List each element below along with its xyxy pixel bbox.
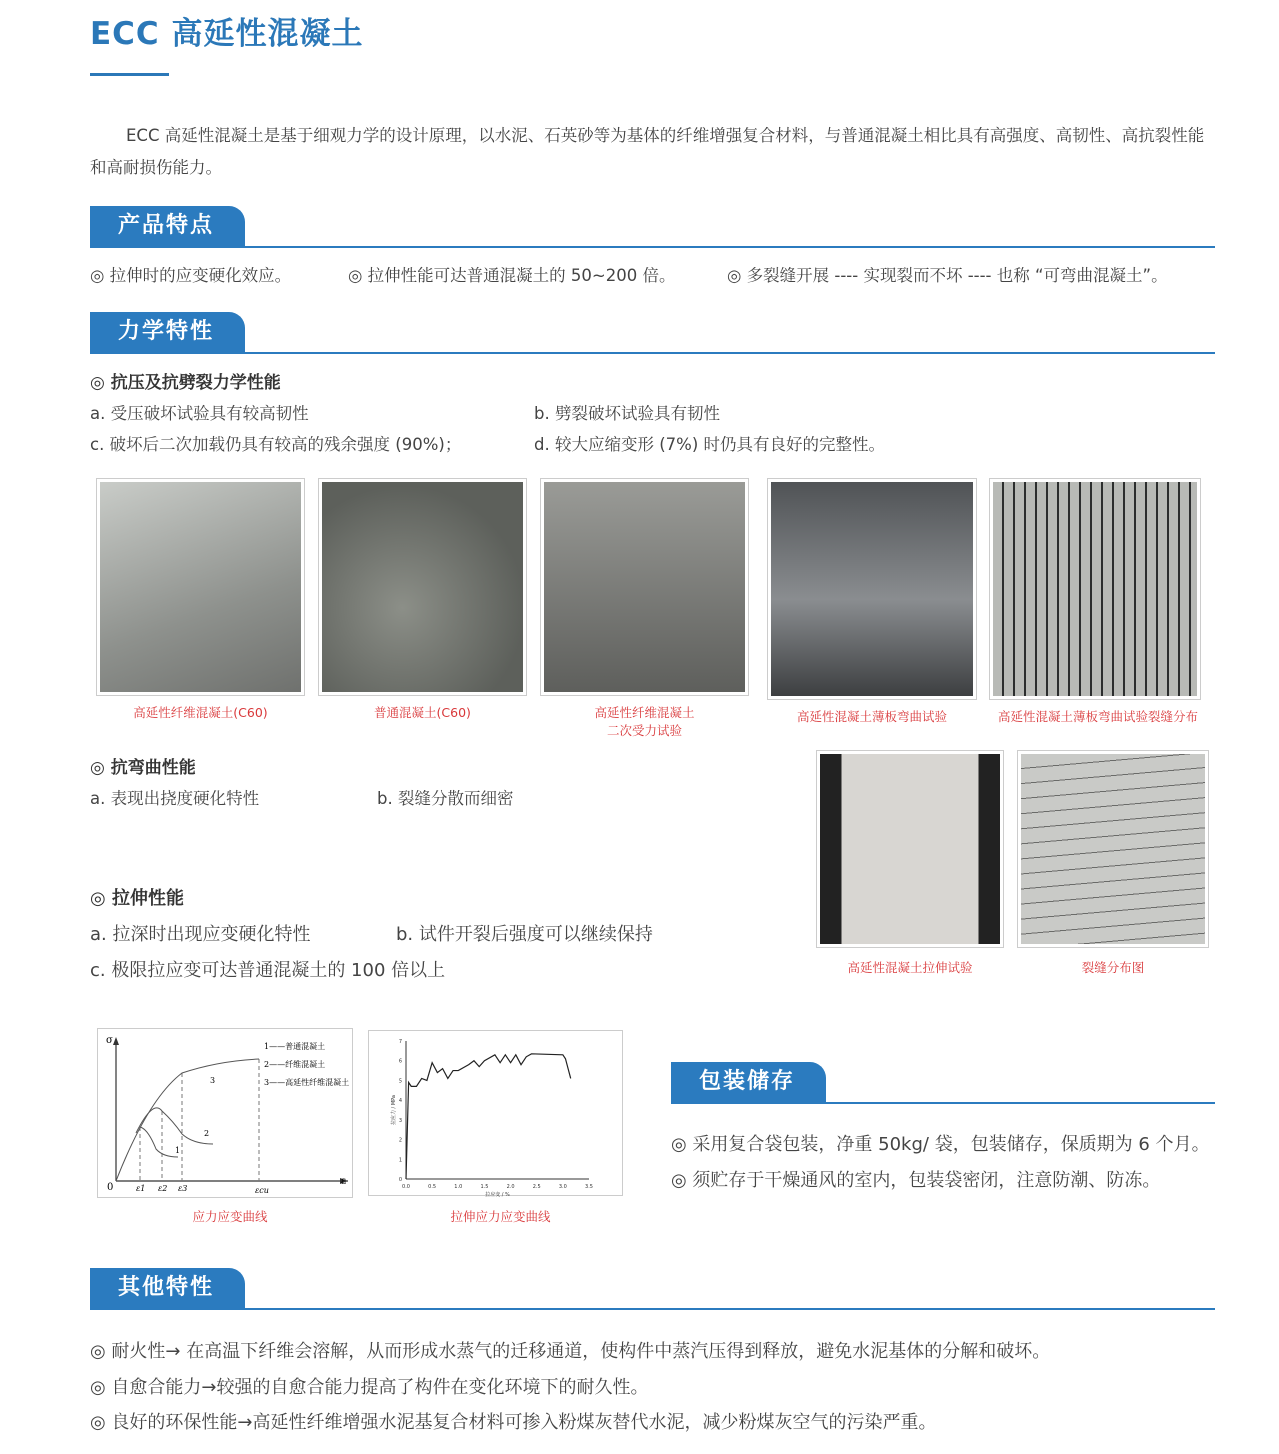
- x-tick: ε1: [136, 1184, 146, 1193]
- packaging-item: ◎ 须贮存于干燥通风的室内，包装袋密闭，注意防潮、防冻。: [671, 1170, 1161, 1191]
- x-tick: 1.5: [480, 1184, 489, 1190]
- x-tick: 3.5: [585, 1184, 593, 1190]
- section-header-mechanics: [90, 312, 1215, 354]
- section-title: 其他特性: [90, 1268, 245, 1308]
- x-tick: 3.0: [558, 1184, 567, 1190]
- y-tick: 7: [398, 1039, 402, 1045]
- x-tick: ε3: [178, 1184, 188, 1193]
- photo-ecc-reloaded: [540, 478, 749, 696]
- y-label: σ: [106, 1035, 113, 1046]
- y-tick: 2: [398, 1137, 402, 1144]
- curve-3: [116, 1059, 259, 1181]
- curve-1: [140, 1127, 181, 1157]
- section-header-other: [90, 1268, 1215, 1310]
- x-label: ε: [341, 1176, 347, 1187]
- packaging-item: ◎ 采用复合袋包装，净重 50kg/ 袋，包装储存，保质期为 6 个月。: [671, 1134, 1210, 1155]
- caption: 普通混凝土(C60): [374, 705, 471, 720]
- guide-lines: [140, 1059, 259, 1181]
- legend-item: 2——纤维混凝土: [264, 1060, 326, 1069]
- caption: 高延性混凝土薄板弯曲试验: [796, 709, 947, 724]
- caption: 裂缝分布图: [1081, 960, 1145, 975]
- legend-item: 3——高延性纤维混凝土: [264, 1078, 350, 1087]
- compression-item: c. 破坏后二次加载仍具有较高的残余强度 (90%)；: [90, 435, 462, 454]
- feature-item: ◎ 多裂缝开展 ---- 实现裂而不坏 ---- 也称 “可弯曲混凝土”。: [727, 266, 1168, 285]
- page-title: ECC 高延性混凝土: [90, 16, 364, 52]
- y-tick: 5: [398, 1078, 402, 1085]
- feature-item: ◎ 拉伸时的应变硬化效应。: [90, 266, 292, 285]
- origin-label: 0: [107, 1182, 114, 1193]
- chart-caption: 拉伸应力应变曲线: [450, 1209, 551, 1224]
- photo-ecc-cube: [96, 478, 305, 696]
- x-tick: 2.5: [532, 1184, 541, 1190]
- curve-label: 2: [204, 1129, 210, 1138]
- y-axis-label: 拉应力 / MPa: [391, 1094, 397, 1126]
- section-header-features: [90, 206, 1215, 248]
- tensile-stress-strain-chart: [368, 1030, 623, 1196]
- subheading-tension: ◎ 拉伸性能: [90, 888, 184, 909]
- tensile-curve: [406, 1054, 571, 1179]
- x-tick: 0.0: [402, 1184, 410, 1190]
- photo-tensile-test: [816, 750, 1004, 948]
- bending-item: a. 表现出挠度硬化特性: [90, 789, 260, 808]
- section-title: 包装储存: [671, 1062, 826, 1102]
- y-tick: 1: [398, 1157, 402, 1164]
- x-tick: 0.5: [428, 1184, 437, 1190]
- subheading-compression: ◎ 抗压及抗劈裂力学性能: [90, 373, 281, 393]
- section-title: 产品特点: [90, 206, 245, 246]
- photo-normal-concrete: [318, 478, 527, 696]
- photo-plate-bending-test: [767, 478, 977, 700]
- photo-crack-distribution: [1017, 750, 1209, 948]
- x-axis-label: 拉应变 / %: [485, 1192, 510, 1197]
- x-tick: 1.0: [454, 1184, 463, 1190]
- tension-item: a. 拉深时出现应变硬化特性: [90, 924, 311, 945]
- feature-item: ◎ 拉伸性能可达普通混凝土的 50~200 倍。: [348, 266, 676, 285]
- tension-item: b. 试件开裂后强度可以继续保持: [396, 924, 653, 945]
- legend-item: 1——普通混凝土: [264, 1042, 326, 1051]
- y-tick: 6: [398, 1058, 402, 1065]
- title-underline: [90, 73, 169, 76]
- y-axis-arrow-icon: [113, 1037, 119, 1045]
- curve-label: 3: [210, 1076, 216, 1085]
- curve-label: 1: [175, 1146, 181, 1155]
- y-tick: 3: [398, 1117, 402, 1124]
- compression-item: a. 受压破坏试验具有较高韧性: [90, 404, 309, 423]
- section-header-packaging: [671, 1062, 1215, 1104]
- compression-item: b. 劈裂破坏试验具有韧性: [534, 404, 720, 423]
- x-tick: εcu: [255, 1186, 269, 1195]
- intro-paragraph: ECC 高延性混凝土是基于细观力学的设计原理，以水泥、石英砂等为基体的纤维增强复合材料，与普通混凝土相比具有高强度、高韧性、高抗裂性能和高耐损伤能力。: [90, 126, 1205, 177]
- caption: 高延性混凝土薄板弯曲试验裂缝分布: [997, 709, 1198, 724]
- caption: 二次受力试验: [606, 723, 682, 738]
- stress-strain-schematic: [97, 1028, 353, 1198]
- compression-item: d. 较大应缩变形 (7%) 时仍具有良好的完整性。: [534, 435, 886, 454]
- chart-caption: 应力应变曲线: [192, 1209, 268, 1224]
- other-item: ◎ 耐火性→ 在高温下纤维会溶解，从而形成水蒸气的迁移通道，使构件中蒸汽压得到释放，避免水泥基体的分解和破坏。: [90, 1341, 1051, 1362]
- tension-item: c. 极限拉应变可达普通混凝土的 100 倍以上: [90, 960, 446, 981]
- x-tick: 2.0: [506, 1184, 515, 1190]
- tensile-chart-svg: [369, 1031, 624, 1197]
- photo-plate-crack-pattern: [989, 478, 1201, 700]
- subheading-bending: ◎ 抗弯曲性能: [90, 758, 196, 778]
- caption: 高延性纤维混凝土: [594, 705, 695, 720]
- caption: 高延性混凝土拉伸试验: [847, 960, 973, 975]
- other-item: ◎ 自愈合能力→较强的自愈合能力提高了构件在变化环境下的耐久性。: [90, 1377, 649, 1398]
- section-title: 力学特性: [90, 312, 245, 352]
- bending-item: b. 裂缝分散而细密: [377, 789, 514, 808]
- y-tick: 0: [398, 1177, 402, 1183]
- caption: 高延性纤维混凝土(C60): [133, 705, 268, 720]
- curve-2: [136, 1108, 213, 1144]
- x-tick: ε2: [158, 1184, 168, 1193]
- other-item: ◎ 良好的环保性能→高延性纤维增强水泥基复合材料可掺入粉煤灰替代水泥，减少粉煤灰空气的污染严重。: [90, 1412, 937, 1433]
- y-tick: 4: [398, 1098, 402, 1105]
